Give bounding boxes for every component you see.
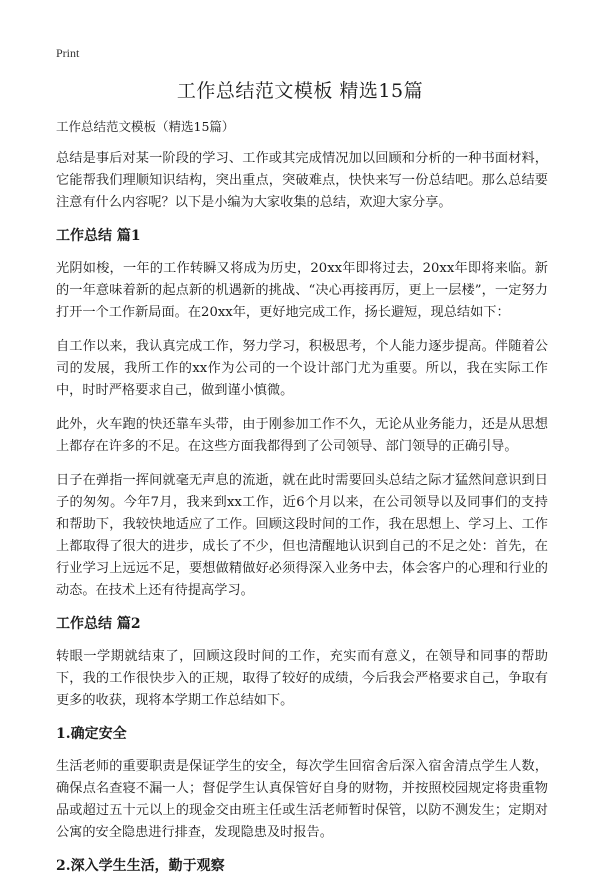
document-body bbox=[56, 118, 548, 888]
print-label[interactable]: Print bbox=[56, 46, 80, 60]
section1-paragraph: 此外，火车跑的快还靠车头带，由于刚参加工作不久，无论从业务能力，还是从思想上都存在许多的不足。在这些方面我都得到了公司领导、部门领导的正确引导。 bbox=[56, 417, 548, 454]
subsection-heading-1: 1.确定安全 bbox=[56, 726, 127, 742]
section2-paragraph: 转眼一学期就结束了，回顾这段时间的工作，充实而有意义，在领导和同事的帮助下，我的工作很快步入的正规，取得了较好的成绩，今后我会严格要求自己，争取有更多的收获，现将本学期工作总结如下。 bbox=[56, 649, 548, 708]
section1-paragraph: 自工作以来，我认真完成工作，努力学习，积极思考，个人能力逐步提高。伴随着公司的发展，我所工作的xx作为公司的一个设计部门尤为重要。所以，我在实际工作中，时时严格要求自己，做到谨小慎微。 bbox=[56, 339, 548, 398]
section-heading-1: 工作总结 篇1 bbox=[56, 228, 141, 244]
section1-paragraph: 光阴如梭，一年的工作转瞬又将成为历史，20xx年即将过去，20xx年即将来临。新的一年意味着新的起点新的机遇新的挑战、“决心再接再厉，更上一层楼”，一定努力打开一个工作新局面。在20xx年，更好地完成工作，扬长避短，现总结如下： bbox=[56, 261, 548, 320]
document-subtitle: 工作总结范文模板（精选15篇） bbox=[56, 119, 235, 134]
subsection-heading-2: 2.深入学生生活，勤于观察 bbox=[56, 858, 225, 874]
subsection1-paragraph: 生活老师的重要职责是保证学生的安全，每次学生回宿舍后深入宿舍清点学生人数，确保点名查寝不漏一人；督促学生认真保管好自身的财物，并按照校园规定将贵重物品或超过五十元以上的现金交由班主任或生活老师暂时保管，以防不测发生；定期对公寓的安全隐患进行排查，发现隐患及时报告。 bbox=[56, 759, 548, 840]
page-title: 工作总结范文模板 精选15篇 bbox=[176, 80, 424, 102]
section1-paragraph: 日子在弹指一挥间就毫无声息的流逝，就在此时需要回头总结之际才猛然间意识到日子的匆匆。今年7月，我来到xx工作，近6个月以来，在公司领导以及同事们的支持和帮助下，我较快地适应了工作。回顾这段时间的工作，我在思想上、学习上、工作上都取得了很大的进步，成长了不少，但也清醒地认识到自己的不足之处：首先，在行业学习上远远不足，要想做精做好必须得深入业务中去，体会客户的心理和行业的动态。在技术上还有待提高学习。 bbox=[56, 473, 548, 598]
section-heading-2: 工作总结 篇2 bbox=[56, 616, 141, 632]
intro-paragraph: 总结是事后对某一阶段的学习、工作或其完成情况加以回顾和分析的一种书面材料，它能帮我们理顺知识结构，突出重点，突破难点，快快来写一份总结吧。那么总结要注意有什么内容呢？以下是小编为大家收集的总结，欢迎大家分享。 bbox=[56, 151, 548, 210]
